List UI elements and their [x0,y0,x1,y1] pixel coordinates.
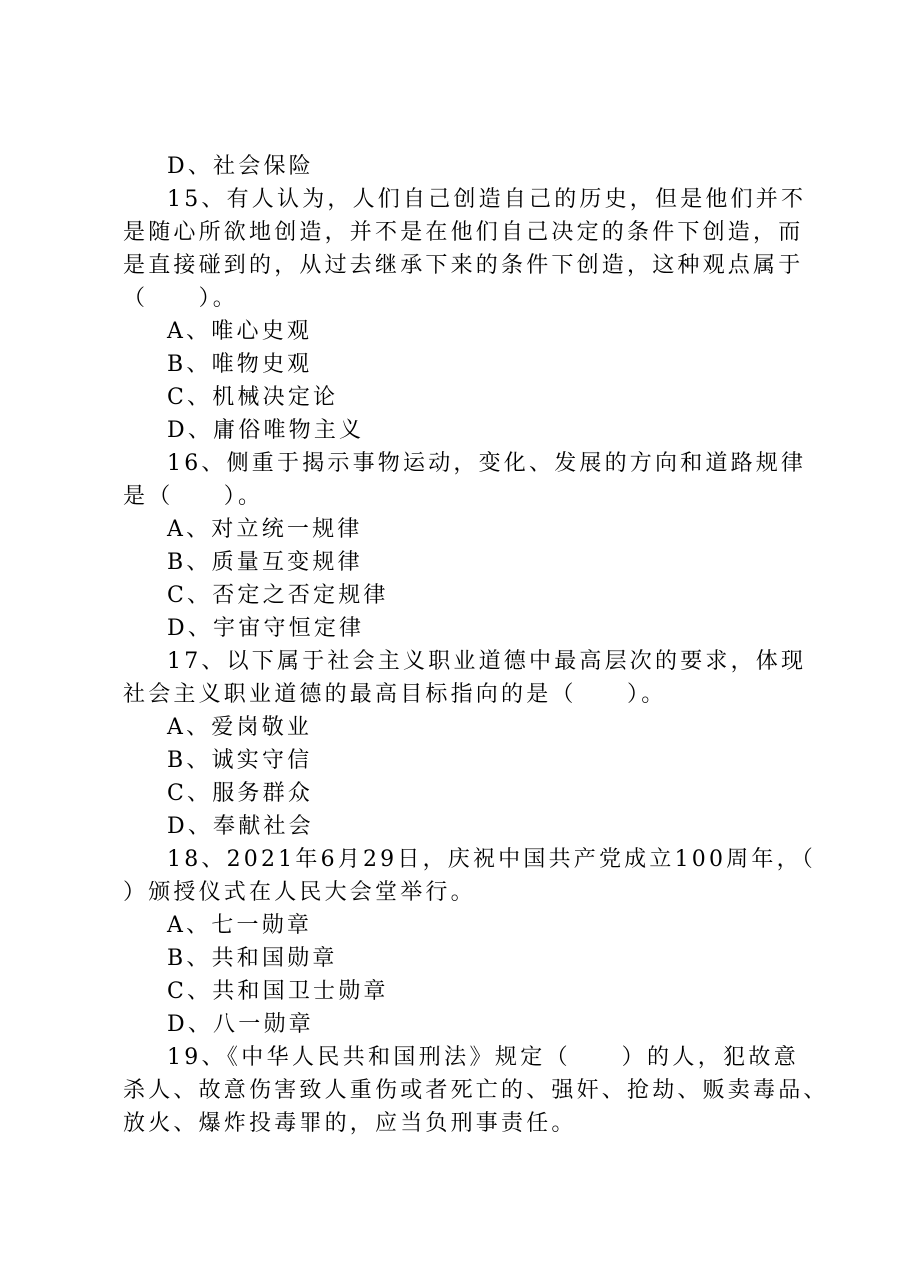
question-17-line-1: 17、以下属于社会主义职业道德中最高层次的要求，体现 [167,649,807,674]
question-15-line-4: （ ）。 [123,286,239,311]
question-16-line-2: 是（ ）。 [123,484,264,509]
exam-question-text [123,150,829,1140]
question-18-option-c: C、共和国卫士勋章 [167,979,389,1004]
question-16-line-1: 16、侧重于揭示事物运动，变化、发展的方向和道路规律 [167,451,807,476]
question-18-option-d: D、八一勋章 [167,1012,314,1037]
question-15-option-b: B、唯物史观 [167,352,313,377]
question-15-line-3: 是直接碰到的，从过去继承下来的条件下创造，这种观点属于 [123,253,804,278]
question-16-option-a: A、对立统一规律 [167,517,363,542]
question-19-line-2: 杀人、故意伤害致人重伤或者死亡的、强奸、抢劫、贩卖毒品、 [123,1078,829,1103]
question-18-line-2: ）颁授仪式在人民大会堂举行。 [123,880,476,905]
question-15-option-c: C、机械决定论 [167,385,339,410]
question-17-line-2: 社会主义职业道德的最高目标指向的是（ ）。 [123,682,667,707]
question-15-option-d: D、庸俗唯物主义 [167,418,365,443]
question-19-line-3: 放火、爆炸投毒罪的，应当负刑事责任。 [123,1111,577,1136]
question-17-option-d: D、奉献社会 [167,814,314,839]
question-16-option-d: D、宇宙守恒定律 [167,616,365,641]
question-15-line-2: 是随心所欲地创造，并不是在他们自己决定的条件下创造，而 [123,220,804,245]
question-17-option-a: A、爱岗敬业 [167,715,313,740]
question-17-option-c: C、服务群众 [167,781,314,806]
question-16-option-c: C、否定之否定规律 [167,583,389,608]
question-18-option-b: B、共和国勋章 [167,946,338,971]
question-17-option-b: B、诚实守信 [167,748,313,773]
question-18-option-a: A、七一勋章 [167,913,313,938]
question-18-line-1: 18、2021年6月29日，庆祝中国共产党成立100周年，（ [167,847,816,872]
question-19-line-1: 19、《中华人民共和国刑法》规定（ ）的人，犯故意 [167,1045,799,1070]
question-15-option-a: A、唯心史观 [167,319,313,344]
option-d-social-insurance: D、社会保险 [167,154,314,179]
question-15-line-1: 15、有人认为，人们自己创造自己的历史，但是他们并不 [167,187,807,212]
question-16-option-b: B、质量互变规律 [167,550,363,575]
